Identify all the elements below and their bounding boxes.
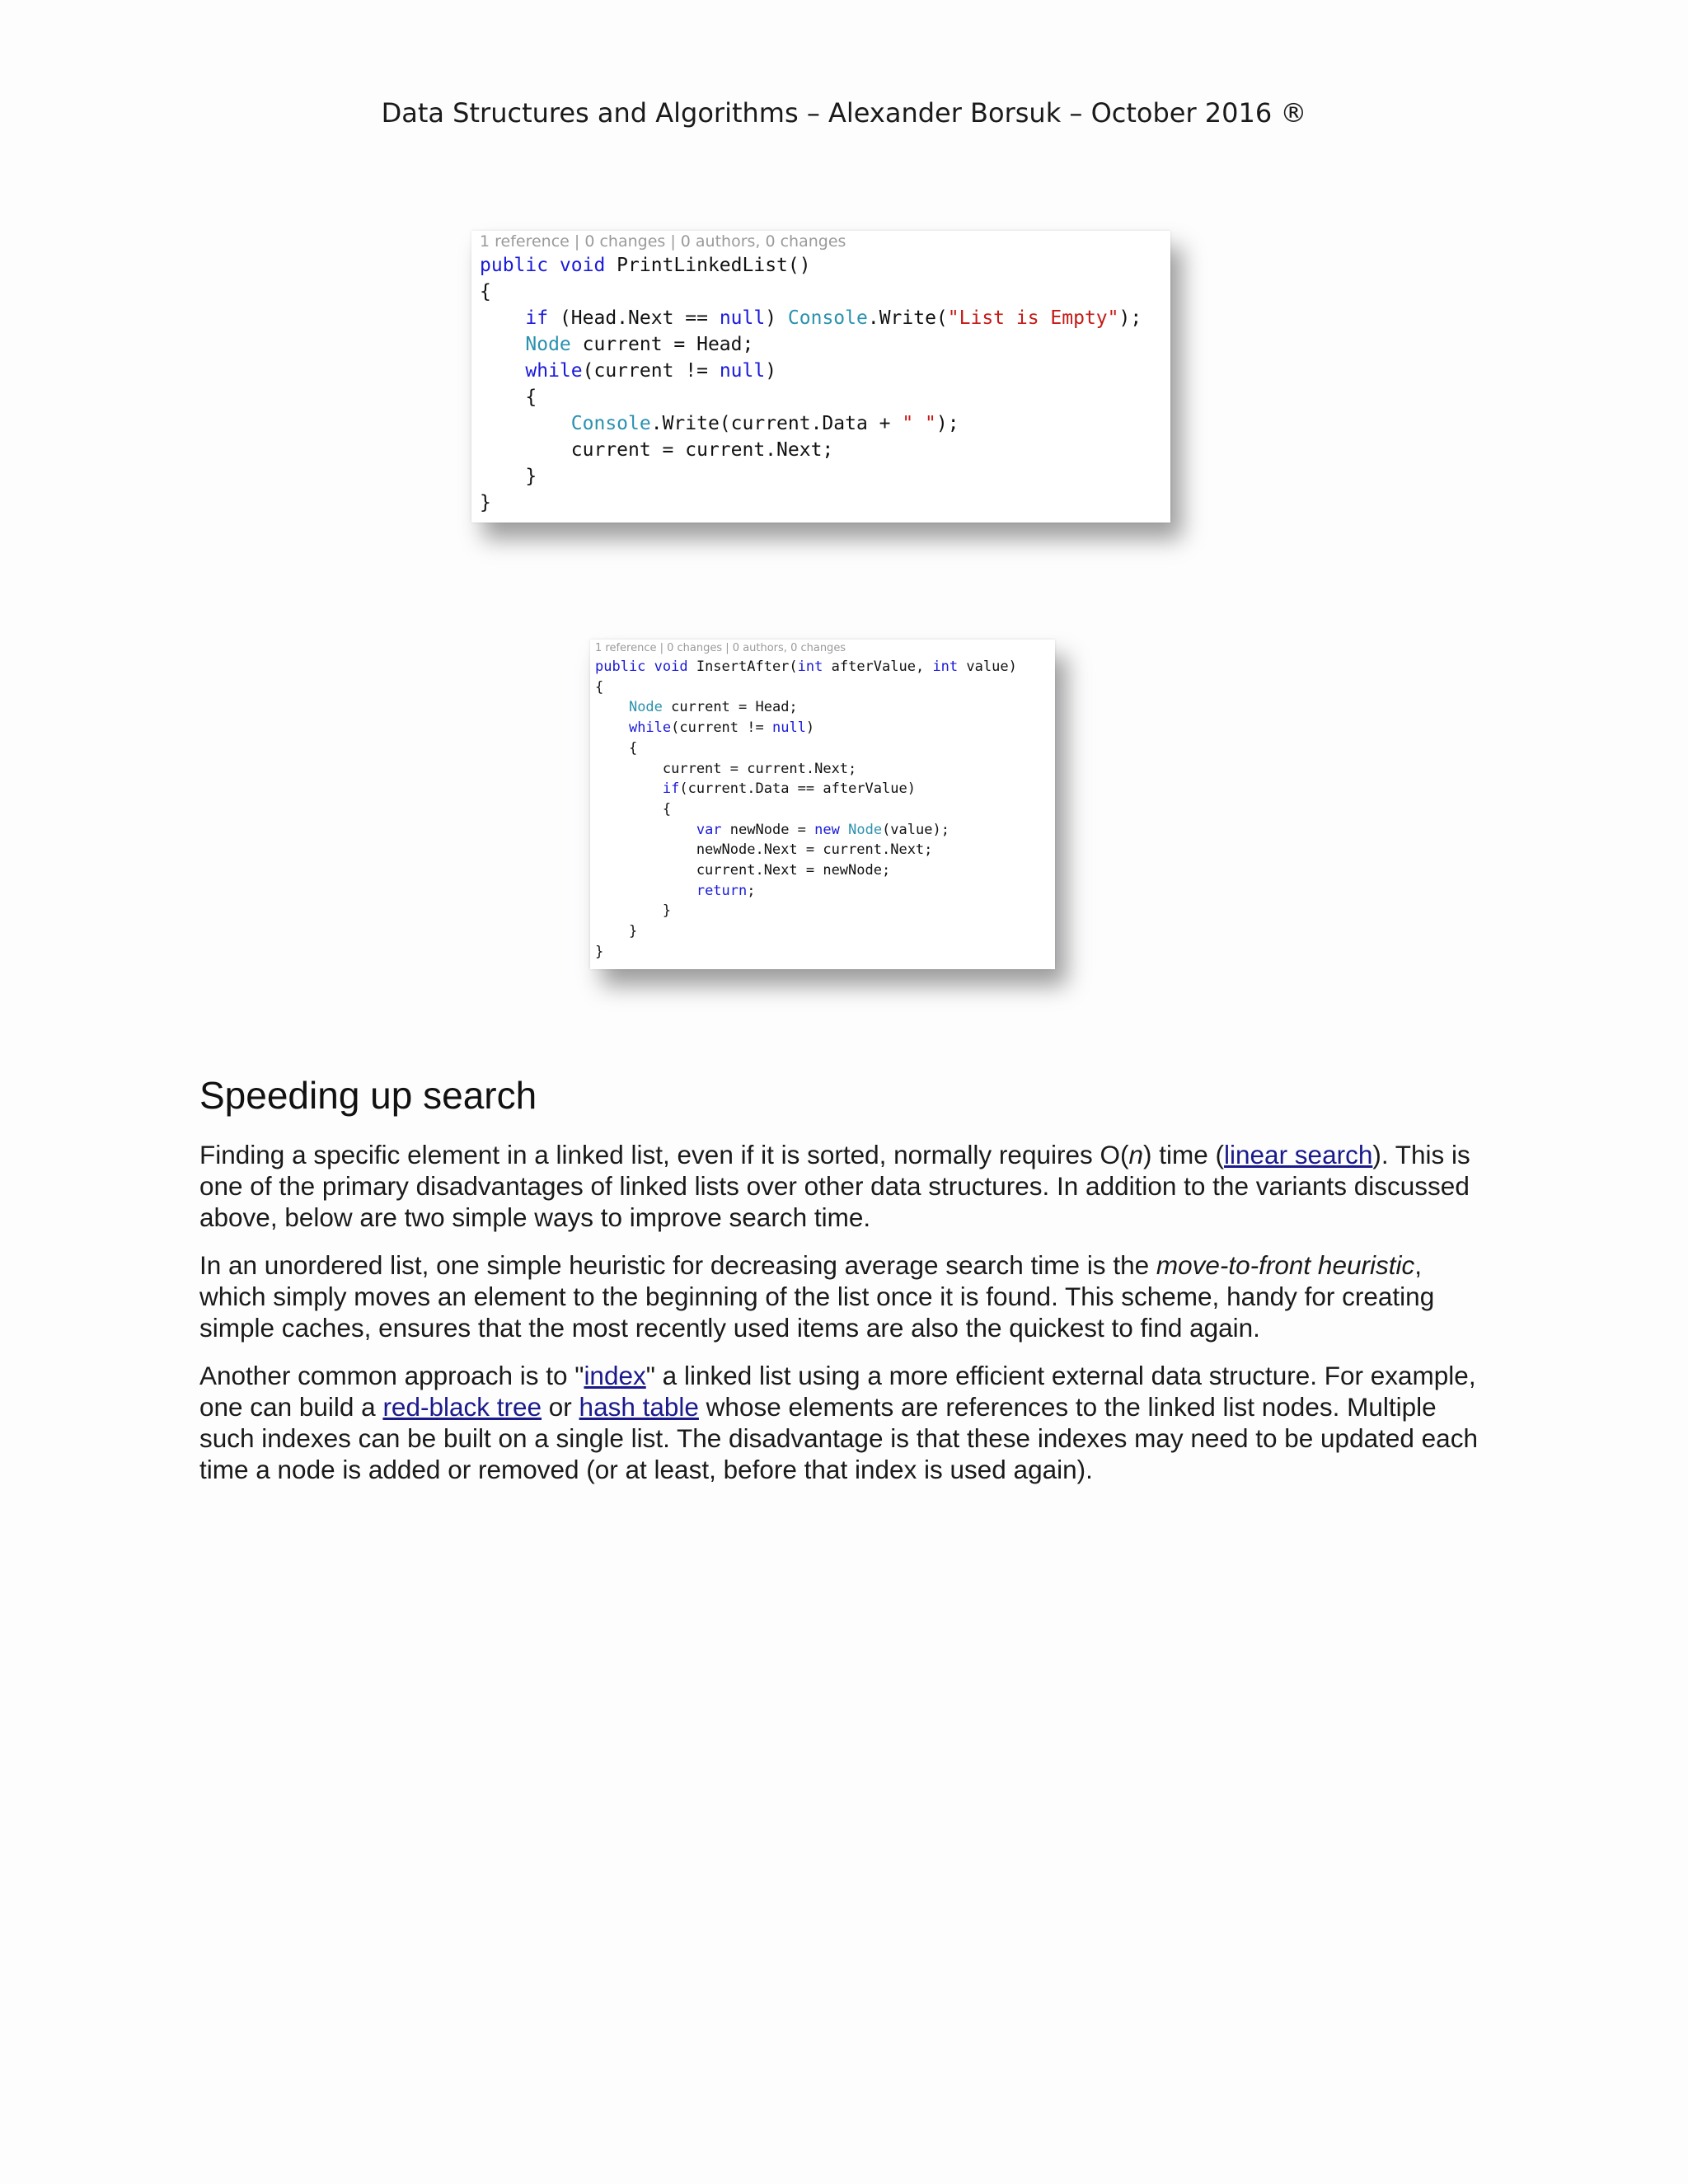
code-token: ); bbox=[935, 413, 959, 434]
link-red-black-tree[interactable]: red-black tree bbox=[382, 1392, 542, 1422]
code-token: (current != bbox=[582, 360, 720, 382]
code-token bbox=[595, 883, 696, 899]
code-token: while bbox=[628, 719, 672, 737]
code-token: (current.Data == afterValue) bbox=[679, 780, 916, 798]
link-index[interactable]: index bbox=[584, 1361, 646, 1390]
codelens-info: 1 reference | 0 changes | 0 authors, 0 changes bbox=[480, 232, 846, 251]
code-block bbox=[471, 252, 1170, 516]
code-token bbox=[595, 780, 663, 797]
code-token: (current != bbox=[671, 719, 772, 737]
code-token: null bbox=[719, 307, 766, 329]
text-run: Another common approach is to " bbox=[199, 1361, 584, 1390]
code-token: Console bbox=[787, 307, 868, 329]
code-token: Node bbox=[525, 334, 571, 355]
code-token: } bbox=[480, 466, 537, 487]
code-token: newNode = bbox=[721, 821, 815, 838]
code-screenshot-print-linked-list bbox=[471, 231, 1170, 523]
code-token: return bbox=[696, 882, 748, 899]
paragraph bbox=[199, 1249, 1493, 1343]
text-run: " a linked list using a more efficient external data structure. For example, one can build a bbox=[199, 1361, 1476, 1422]
emphasis-text: n bbox=[1128, 1140, 1144, 1169]
code-token: Node bbox=[848, 821, 883, 838]
code-token: InsertAfter( bbox=[687, 658, 798, 675]
code-token: " " bbox=[902, 413, 936, 434]
code-token: public void bbox=[480, 255, 606, 276]
code-token: .Write( bbox=[867, 307, 948, 329]
code-token: } bbox=[595, 902, 672, 920]
code-token: current = current.Next; bbox=[480, 439, 834, 461]
code-token: new bbox=[814, 821, 840, 838]
code-token bbox=[480, 413, 571, 434]
code-token: while bbox=[525, 360, 583, 382]
code-block bbox=[590, 657, 1055, 963]
text-run: ) time ( bbox=[1143, 1140, 1225, 1169]
link-hash-table[interactable]: hash table bbox=[579, 1392, 699, 1422]
code-token: { bbox=[595, 800, 672, 818]
code-token: newNode.Next = current.Next; bbox=[595, 841, 933, 859]
code-token: (value); bbox=[882, 821, 950, 838]
paragraph bbox=[199, 1139, 1493, 1233]
code-token: null bbox=[719, 360, 766, 382]
code-token: } bbox=[595, 923, 638, 940]
code-token: int bbox=[932, 658, 959, 675]
code-token: ); bbox=[1118, 307, 1142, 329]
text-run: ). This is one of the primary disadvantages of linked lists over other data structures. In addition to the variants discussed above, below are two simple ways to improve search time. bbox=[199, 1140, 1470, 1232]
code-token: } bbox=[595, 943, 604, 960]
code-token: current = current.Next; bbox=[595, 760, 857, 777]
text-run: In an unordered list, one simple heuristic for decreasing average search time is the bbox=[199, 1250, 1156, 1280]
code-token: PrintLinkedList() bbox=[605, 255, 811, 276]
code-token: (Head.Next == bbox=[548, 307, 720, 329]
paragraph bbox=[199, 1360, 1493, 1485]
code-token: current.Next = newNode; bbox=[595, 862, 891, 879]
code-token: .Write(current.Data + bbox=[650, 413, 903, 434]
text-run: , which simply moves an element to the beginning of the list once it is found. This scheme, handy for creating simple caches, ensures that the most recently used items are also the quickest to find again. bbox=[199, 1250, 1435, 1343]
code-token: current = Head; bbox=[570, 334, 754, 355]
code-token: { bbox=[595, 739, 638, 757]
code-token: { bbox=[480, 387, 537, 408]
emphasis-text: move-to-front heuristic bbox=[1156, 1250, 1415, 1280]
code-token: if bbox=[662, 780, 680, 798]
code-token: value) bbox=[958, 658, 1017, 675]
code-token: Console bbox=[570, 413, 651, 434]
code-token: { bbox=[595, 678, 604, 696]
code-token: } bbox=[480, 492, 491, 513]
link-linear-search[interactable]: linear search bbox=[1224, 1140, 1373, 1169]
code-token: ; bbox=[747, 882, 756, 899]
code-token: "List is Empty" bbox=[947, 307, 1119, 329]
code-token: int bbox=[797, 658, 823, 675]
section-heading: Speeding up search bbox=[199, 1074, 537, 1117]
code-token: { bbox=[480, 281, 491, 302]
code-token: Node bbox=[628, 699, 663, 716]
text-run: Finding a specific element in a linked list, even if it is sorted, normally requires O( bbox=[199, 1140, 1129, 1169]
code-token bbox=[480, 334, 525, 355]
code-token bbox=[595, 822, 696, 838]
code-token: ) bbox=[805, 719, 815, 737]
code-token bbox=[480, 360, 525, 382]
text-run: whose elements are references to the linked list nodes. Multiple such indexes can be built on a single list. The disadvantage is that these indexes may need to be updated each time a node is added or removed (or at least, before that index is used again). bbox=[199, 1392, 1478, 1484]
codelens-info: 1 reference | 0 changes | 0 authors, 0 changes bbox=[595, 642, 846, 654]
code-token: null bbox=[771, 719, 806, 737]
code-token: afterValue, bbox=[823, 658, 933, 675]
code-token bbox=[595, 699, 629, 715]
code-token bbox=[840, 822, 848, 838]
text-run: or bbox=[542, 1392, 579, 1422]
page-header: Data Structures and Algorithms – Alexander Borsuk – October 2016 ® bbox=[381, 97, 1307, 129]
code-token bbox=[595, 719, 629, 736]
code-screenshot-insert-after bbox=[590, 640, 1055, 969]
code-token: current = Head; bbox=[662, 699, 798, 716]
code-token: var bbox=[696, 821, 722, 838]
code-token bbox=[480, 307, 525, 329]
code-token: if bbox=[525, 307, 549, 329]
code-token: ) bbox=[765, 360, 777, 382]
code-token: public void bbox=[595, 658, 688, 675]
code-token: ) bbox=[765, 307, 788, 329]
